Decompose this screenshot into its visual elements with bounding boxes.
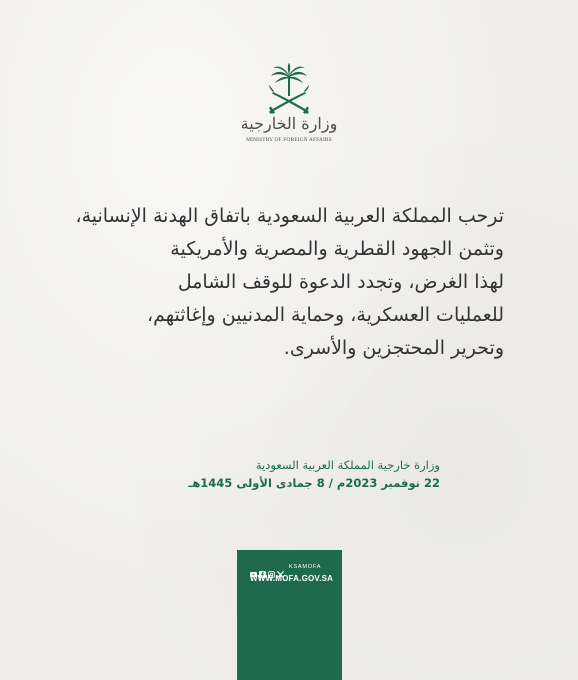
statement-line: وتثمن الجهود القطرية والمصرية والأمريكية <box>170 238 504 260</box>
statement-line: وتحرير المحتجزين والأسرى. <box>283 337 504 359</box>
youtube-icon[interactable] <box>250 563 257 570</box>
contact-footer <box>237 550 342 680</box>
signature-block <box>188 456 440 492</box>
ministry-name-arabic: وزارة الخارجية <box>240 114 338 133</box>
statement-line: ترحب المملكة العربية السعودية باتفاق الهدنة الإنسانية، <box>75 205 504 227</box>
saudi-emblem-icon <box>262 62 316 118</box>
statement-line: للعمليات العسكرية، وحماية المدنيين وإغاثتهم، <box>146 304 504 326</box>
website-link[interactable]: WWW.MOFA.GOV.SA <box>250 574 334 583</box>
social-handle: KSAMOFA <box>289 563 322 570</box>
x-icon[interactable] <box>277 563 284 570</box>
press-statement <box>60 200 504 365</box>
facebook-icon[interactable] <box>259 563 266 570</box>
ministry-name-english: MINISTRY OF FOREIGN AFFAIRS <box>246 137 332 143</box>
statement-line: لهذا الغرض، وتجدد الدعوة للوقف الشامل <box>177 271 504 293</box>
statement-date: 22 نوفمبر 2023م / 8 جمادى الأولى 1445هـ <box>188 476 440 490</box>
signature-name: وزارة خارجية المملكة العربية السعودية <box>255 458 440 472</box>
instagram-icon[interactable] <box>268 563 275 570</box>
social-links <box>250 562 321 571</box>
